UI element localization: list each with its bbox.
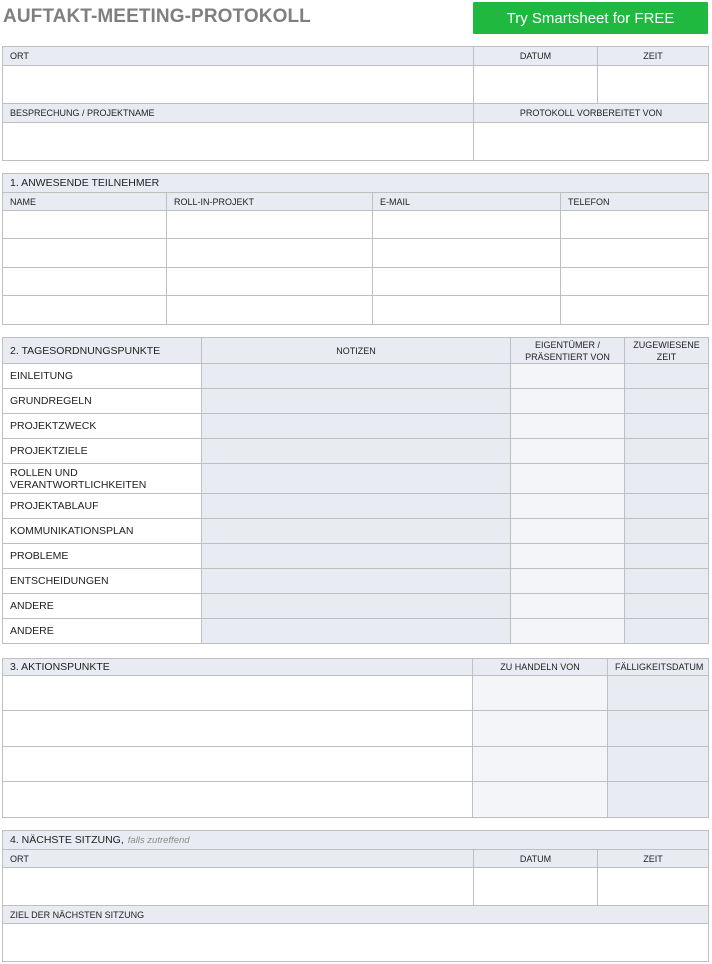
notes-cell[interactable] bbox=[202, 439, 511, 464]
time-cell[interactable] bbox=[625, 594, 709, 619]
vorbereitet-header: PROTOKOLL VORBEREITET VON bbox=[474, 104, 709, 123]
ort-field[interactable] bbox=[3, 66, 474, 104]
time-cell[interactable] bbox=[625, 414, 709, 439]
agenda-item-label: GRUNDREGELN bbox=[3, 389, 202, 414]
agenda-row bbox=[3, 389, 709, 414]
next-ort-header: ORT bbox=[3, 850, 474, 868]
by-cell[interactable] bbox=[473, 711, 608, 747]
action-row bbox=[3, 711, 709, 747]
agenda-item-label: PROJEKTZIELE bbox=[3, 439, 202, 464]
by-cell[interactable] bbox=[473, 747, 608, 782]
action-cell[interactable] bbox=[3, 711, 473, 747]
next-section-title bbox=[3, 831, 709, 850]
due-cell[interactable] bbox=[608, 747, 709, 782]
time-cell[interactable] bbox=[625, 569, 709, 594]
agenda-item-label: KOMMUNIKATIONSPLAN bbox=[3, 519, 202, 544]
phone-cell[interactable] bbox=[561, 296, 709, 325]
datum-header: DATUM bbox=[474, 47, 598, 66]
agenda-item-label: PROBLEME bbox=[3, 544, 202, 569]
zeit-header: ZEIT bbox=[598, 47, 709, 66]
role-cell[interactable] bbox=[167, 296, 373, 325]
next-ort-field[interactable] bbox=[3, 868, 474, 906]
col-notes: NOTIZEN bbox=[202, 338, 511, 364]
by-cell[interactable] bbox=[473, 676, 608, 711]
actions-table bbox=[2, 658, 709, 818]
owner-cell[interactable] bbox=[511, 464, 625, 494]
name-cell[interactable] bbox=[3, 211, 167, 239]
agenda-section-title: 2. TAGESORDNUNGSPUNKTE bbox=[3, 338, 202, 364]
actions-section-title: 3. AKTIONSPUNKTE bbox=[3, 659, 473, 676]
col-time: ZUGEWIESENE ZEIT bbox=[625, 338, 709, 364]
notes-cell[interactable] bbox=[202, 594, 511, 619]
owner-cell[interactable] bbox=[511, 544, 625, 569]
action-cell[interactable] bbox=[3, 747, 473, 782]
action-row bbox=[3, 676, 709, 711]
agenda-row bbox=[3, 619, 709, 644]
role-cell[interactable] bbox=[167, 239, 373, 268]
col-owner: EIGENTÜMER / PRÄSENTIERT VON bbox=[511, 338, 625, 364]
email-cell[interactable] bbox=[373, 296, 561, 325]
agenda-row bbox=[3, 439, 709, 464]
ort-header: ORT bbox=[3, 47, 474, 66]
role-cell[interactable] bbox=[167, 268, 373, 296]
time-cell[interactable] bbox=[625, 464, 709, 494]
next-zeit-field[interactable] bbox=[598, 868, 709, 906]
next-datum-field[interactable] bbox=[474, 868, 598, 906]
attendee-row bbox=[3, 211, 709, 239]
email-cell[interactable] bbox=[373, 239, 561, 268]
notes-cell[interactable] bbox=[202, 569, 511, 594]
name-cell[interactable] bbox=[3, 239, 167, 268]
notes-cell[interactable] bbox=[202, 389, 511, 414]
time-cell[interactable] bbox=[625, 519, 709, 544]
owner-cell[interactable] bbox=[511, 439, 625, 464]
col-phone: TELEFON bbox=[561, 193, 709, 211]
col-by: ZU HANDELN VON bbox=[473, 659, 608, 676]
phone-cell[interactable] bbox=[561, 268, 709, 296]
agenda-row bbox=[3, 464, 709, 494]
owner-cell[interactable] bbox=[511, 494, 625, 519]
agenda-item-label: PROJEKTZWECK bbox=[3, 414, 202, 439]
col-due: FÄLLIGKEITSDATUM bbox=[608, 659, 709, 676]
attendee-row bbox=[3, 239, 709, 268]
next-goal-header: ZIEL DER NÄCHSTEN SITZUNG bbox=[3, 906, 709, 924]
notes-cell[interactable] bbox=[202, 464, 511, 494]
agenda-row bbox=[3, 414, 709, 439]
action-cell[interactable] bbox=[3, 782, 473, 818]
agenda-row bbox=[3, 519, 709, 544]
notes-cell[interactable] bbox=[202, 619, 511, 644]
owner-cell[interactable] bbox=[511, 364, 625, 389]
time-cell[interactable] bbox=[625, 544, 709, 569]
meeting-info-table bbox=[2, 46, 709, 161]
notes-cell[interactable] bbox=[202, 364, 511, 389]
datum-field[interactable] bbox=[474, 66, 598, 104]
due-cell[interactable] bbox=[608, 782, 709, 818]
col-name: NAME bbox=[3, 193, 167, 211]
email-cell[interactable] bbox=[373, 268, 561, 296]
action-cell[interactable] bbox=[3, 676, 473, 711]
notes-cell[interactable] bbox=[202, 494, 511, 519]
owner-cell[interactable] bbox=[511, 619, 625, 644]
name-cell[interactable] bbox=[3, 296, 167, 325]
page-title: AUFTAKT-MEETING-PROTOKOLL bbox=[3, 6, 311, 27]
action-row bbox=[3, 747, 709, 782]
notes-cell[interactable] bbox=[202, 544, 511, 569]
agenda-item-label: EINLEITUNG bbox=[3, 364, 202, 389]
agenda-row bbox=[3, 594, 709, 619]
next-goal-field[interactable] bbox=[3, 924, 709, 962]
agenda-table bbox=[2, 337, 709, 644]
projektname-field[interactable] bbox=[3, 123, 474, 161]
col-role: ROLL-IN-PROJEKT bbox=[167, 193, 373, 211]
agenda-item-label: PROJEKTABLAUF bbox=[3, 494, 202, 519]
due-cell[interactable] bbox=[608, 711, 709, 747]
next-meeting-table bbox=[2, 830, 709, 962]
owner-cell[interactable] bbox=[511, 389, 625, 414]
next-zeit-header: ZEIT bbox=[598, 850, 709, 868]
email-cell[interactable] bbox=[373, 211, 561, 239]
attendees-section-title: 1. ANWESENDE TEILNEHMER bbox=[3, 174, 709, 193]
action-row bbox=[3, 782, 709, 818]
attendee-row bbox=[3, 296, 709, 325]
owner-cell[interactable] bbox=[511, 569, 625, 594]
next-note: falls zutreffend bbox=[127, 835, 190, 846]
agenda-item-label: ROLLEN UND VERANTWORTLICHKEITEN bbox=[3, 464, 202, 494]
time-cell[interactable] bbox=[625, 364, 709, 389]
agenda-row bbox=[3, 544, 709, 569]
notes-cell[interactable] bbox=[202, 519, 511, 544]
vorbereitet-field[interactable] bbox=[474, 123, 709, 161]
agenda-row bbox=[3, 569, 709, 594]
role-cell[interactable] bbox=[167, 211, 373, 239]
name-cell[interactable] bbox=[3, 268, 167, 296]
projektname-header: BESPRECHUNG / PROJEKTNAME bbox=[3, 104, 474, 123]
agenda-item-label: ANDERE bbox=[3, 619, 202, 644]
attendee-row bbox=[3, 268, 709, 296]
zeit-field[interactable] bbox=[598, 66, 709, 104]
attendees-table bbox=[2, 173, 709, 325]
agenda-row bbox=[3, 364, 709, 389]
owner-cell[interactable] bbox=[511, 414, 625, 439]
next-datum-header: DATUM bbox=[474, 850, 598, 868]
agenda-item-label: ENTSCHEIDUNGEN bbox=[3, 569, 202, 594]
time-cell[interactable] bbox=[625, 494, 709, 519]
phone-cell[interactable] bbox=[561, 239, 709, 268]
col-email: E-MAIL bbox=[373, 193, 561, 211]
due-cell[interactable] bbox=[608, 676, 709, 711]
by-cell[interactable] bbox=[473, 782, 608, 818]
next-title: 4. NÄCHSTE SITZUNG, bbox=[10, 834, 124, 846]
try-smartsheet-button[interactable]: Try Smartsheet for FREE bbox=[473, 2, 708, 34]
phone-cell[interactable] bbox=[561, 211, 709, 239]
notes-cell[interactable] bbox=[202, 414, 511, 439]
time-cell[interactable] bbox=[625, 439, 709, 464]
time-cell[interactable] bbox=[625, 619, 709, 644]
owner-cell[interactable] bbox=[511, 519, 625, 544]
agenda-item-label: ANDERE bbox=[3, 594, 202, 619]
owner-cell[interactable] bbox=[511, 594, 625, 619]
agenda-row bbox=[3, 494, 709, 519]
time-cell[interactable] bbox=[625, 389, 709, 414]
